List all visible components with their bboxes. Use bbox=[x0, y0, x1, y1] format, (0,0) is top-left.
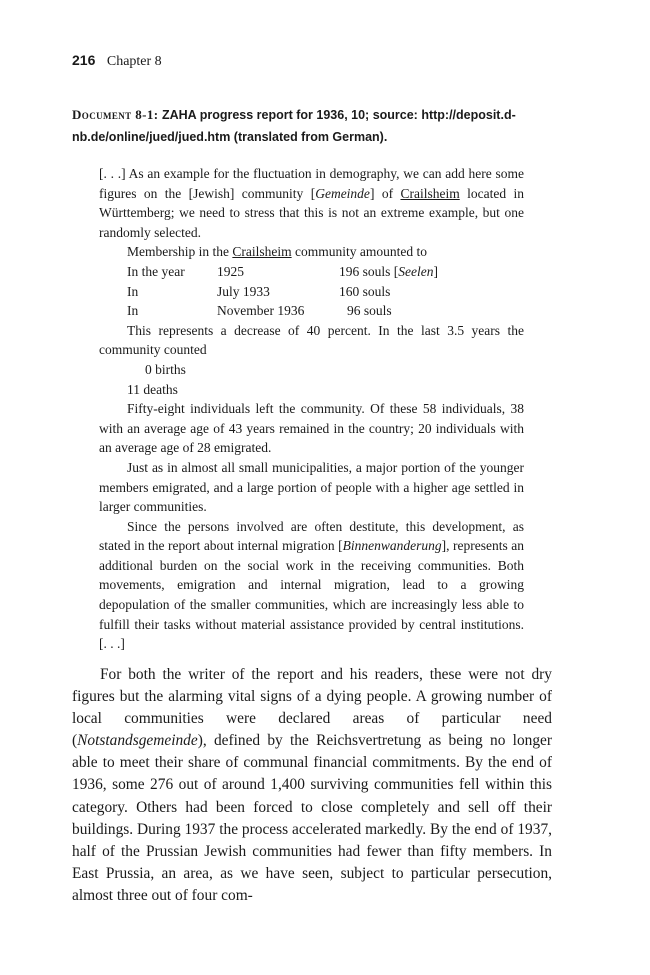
running-header bbox=[72, 52, 162, 70]
quoted-document bbox=[99, 164, 524, 654]
quote-left: Fifty-eight individuals left the community. Of these 58 individuals, 38 with an average age of 43 years remained in the country; 20 individuals with an average age of 28 emigrated. bbox=[99, 401, 524, 456]
body-text bbox=[72, 664, 552, 907]
table-row: In November 1936 96 souls bbox=[127, 303, 392, 319]
chapter-title: Chapter 8 bbox=[106, 54, 162, 69]
quote-membership-line: Membership in the Crailsheim community amounted to bbox=[127, 244, 427, 260]
body-paragraph: For both the writer of the report and his readers, these were not dry figures but the alarming vital signs of a dying people. A growing number of local communities were declared areas of particular need (Notstandsgemeinde), defined by the Reichsvertretung as being no longer able to meet their share of communal financial commitments. By the end of 1936, some 276 out of around 1,400 surviving communities fell within this category. Others had been forced to close completely and sell off their buildings. During 1937 the process accelerated markedly. By the end of 1937, half of the Prussian Jewish communities had fewer than fifty members. In East Prussia, an area, as we have seen, subject to particular persecution, almost three out of four com- bbox=[72, 666, 552, 904]
page-number: 216 bbox=[72, 52, 96, 68]
quote-deaths: 11 deaths bbox=[127, 381, 178, 397]
document-caption bbox=[72, 104, 582, 148]
quote-paragraph-intro: [. . .] As an example for the fluctuation in demography, we can add here some figures on the [Jewish] community [Gemeinde] of Crailsheim located in Württemberg; we need to stress that this is not an extreme example, but one randomly selected. bbox=[99, 166, 525, 240]
table-row: In July 1933 160 souls bbox=[127, 283, 391, 299]
table-row: In the year 1925 196 souls [Seelen] bbox=[127, 263, 438, 279]
document-title: ZAHA progress report for 1936, 10; source: http://deposit.d-nb.de/online/jued/jued.htm (translated from German). bbox=[72, 108, 516, 144]
quote-emigrated: Just as in almost all small municipalities, a major portion of the younger members emigrated, and a large portion of people with a higher age settled in larger communities. bbox=[99, 459, 524, 515]
quote-births: 0 births bbox=[145, 361, 186, 377]
quote-decrease: This represents a decrease of 40 percent. In the last 3.5 years the community counted bbox=[99, 322, 524, 358]
quote-destitute: Since the persons involved are often destitute, this development, as stated in the report about internal migration [Binnenwanderung], represents an additional burden on the social work in the receiving communities. Both movements, emigration and internal migration, lead to a growing depopulation of the smaller communities, which are increasingly less able to fulfill their tasks without material assistance provided by central institutions. [. . .] bbox=[99, 518, 524, 652]
document-label: Document 8-1: bbox=[72, 107, 159, 122]
